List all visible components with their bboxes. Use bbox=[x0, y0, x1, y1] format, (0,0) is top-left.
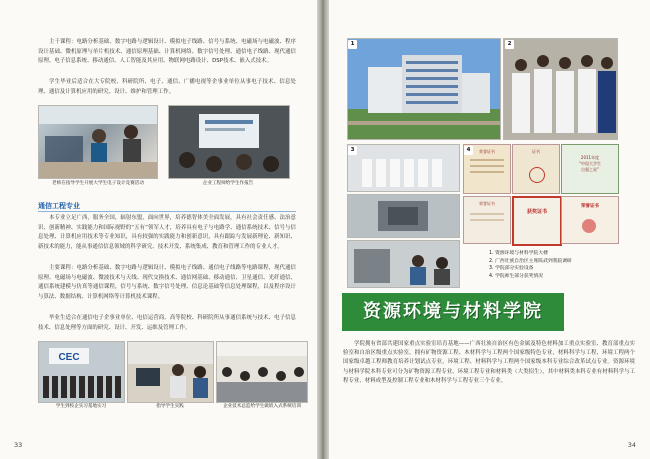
photo-guiding-practice bbox=[127, 341, 214, 403]
left-page bbox=[0, 0, 317, 459]
section-paragraph-3: 毕业生适合在通信电子企事业单位、电信运营商、高等院校、科研院所从事通信系统与技术、电子信息技术、信息处理等方面的研究、设计、开发、运维及管理工作。 bbox=[38, 315, 296, 331]
photo-college-building bbox=[347, 38, 501, 140]
section-divider bbox=[38, 211, 296, 212]
photo-lab-equipment-c bbox=[347, 240, 460, 288]
photo-number-1: 1 bbox=[348, 40, 357, 49]
award-certificate-6: 荣誉证书 bbox=[561, 196, 619, 244]
photo-number-3: 3 bbox=[348, 146, 357, 155]
photo-legend bbox=[489, 250, 572, 280]
section-paragraph-1: 本专业立足广西，服务全国，辐射东盟，面向世界，培养德智体美全面发展，具有社会责任感、法治意识、创新精神、实践能力和国际视野的“五有”领军人才，培养具有电子与电路学、通信系统技术、信号与信息处理、计算机应用技术等专业知识，具有较强的实践能力和创新意识，具有跟踪与发展新理论、新知识、新技术的能力，能从事通信信息领域的科学研究、技术开发、系统集成、教育和管理工作的专业人才。 bbox=[38, 215, 296, 250]
photo-internship-base bbox=[38, 341, 125, 403]
photo-number-4: 4 bbox=[464, 146, 473, 155]
caption-internship-base: 学生到校企实习基地实习 bbox=[55, 404, 107, 409]
photo-number-2: 2 bbox=[505, 40, 514, 49]
section-heading: 通信工程专业 bbox=[38, 202, 80, 210]
legend-item-4: 4. 学院师生部分获奖情况 bbox=[489, 273, 544, 279]
legend-item-1: 1. 资源环境与材料学院大楼 bbox=[489, 251, 548, 256]
college-intro-paragraph: 学院拥有省部共建国家重点实验室培育基地——广西壮族自治区有色金属及特色材料加工重点实验室、教育部重点实验室和自治区级重点实验室，拥有矿物资源工程、木材科学与工程两个国家级特色专业，材料科学与工程、环境工程两个国家级卓越工程师教育培养计划试点专业，环境工程、材料科学与工程两个国家级本科专业综合改革试点专业。资源环境与材料学院本科专业可分为矿物资源工程专业、环境工程专业和材料类（大类招生），其中材料类本科专业有材料科学与工程专业、材料成型及控制工程专业和木材科学与工程专业三个专业。 bbox=[343, 341, 635, 384]
photo-lab-equipment-a bbox=[347, 144, 460, 192]
intro-paragraph-2: 学生毕业后适合在大专院校、科研院所、电子、通信、广播电视等企事业单位从事电子技术、信息处理、通信及计算机应用的研究、设计、维护和管理工作。 bbox=[38, 79, 296, 95]
caption-guiding-practice: 指导学生实践 bbox=[156, 404, 184, 409]
college-title: 资源环境与材料学院 bbox=[363, 301, 543, 322]
caption-electronic-design-contest: 老师在指导学生开展大学生电子设计竞赛活动 bbox=[52, 181, 144, 186]
award-certificate-2: 证书 bbox=[512, 144, 560, 194]
photo-lab-equipment-b bbox=[347, 194, 460, 238]
award-certificate-4: 荣誉证书 bbox=[463, 196, 511, 244]
photo-engineer-report bbox=[168, 105, 290, 179]
photo-electronic-design-contest bbox=[38, 105, 158, 179]
cec-logo: CEC bbox=[58, 352, 80, 363]
award-certificate-1: 荣誉证书 bbox=[463, 144, 511, 194]
intro-paragraph-1: 主干课程：电路分析基础、数字电路与逻辑设计、模拟电子线路、信号与系统、电磁场与电磁波、程序设计基础、微机原理与单片机技术、通信原理基础、计算机网络、数字信号处理、通信电子线路、现代通信原理、电子信息系统、移动通信、人工智能及其应用、物联网电路设计、DSP技术、嵌入式技术。 bbox=[38, 39, 296, 65]
caption-embedded-training: 企业技术总监给学生做嵌入式系统培训 bbox=[222, 404, 302, 409]
award-certificate-3: 2011年度 “中国大学生 自强之星” bbox=[561, 144, 619, 194]
college-title-banner bbox=[342, 293, 564, 331]
section-paragraph-2: 主要课程：电路分析基础、数字电路与逻辑设计、模拟电子线路、通信电子线路等电路课程，现代通信原理、电磁场与电磁波、微波技术与天线、现代交换技术、通信网基础、移动通信、卫星通信、光纤通信、通信系统建模与仿真等通信课程，信号与系统、数字信号处理、信息论基础等信息处理课程，以及程序设计与算法、数据结构、计算机网络等计算机技术课程。 bbox=[38, 265, 296, 300]
legend-item-3: 3. 学院部分实验设备 bbox=[489, 266, 534, 272]
photo-embedded-training bbox=[216, 341, 308, 403]
legend-item-2: 2. 广西壮族自治区主席陈武到我院调研 bbox=[489, 258, 572, 264]
right-page bbox=[329, 0, 650, 459]
caption-engineer-report: 企业工程师给学生作报告 bbox=[202, 181, 254, 186]
page-number-left: 33 bbox=[14, 441, 23, 449]
award-certificate-5: 获奖证书 bbox=[512, 196, 562, 246]
photo-chairman-visit bbox=[503, 38, 618, 140]
page-number-right: 34 bbox=[627, 441, 636, 449]
spine-gutter bbox=[317, 0, 329, 459]
